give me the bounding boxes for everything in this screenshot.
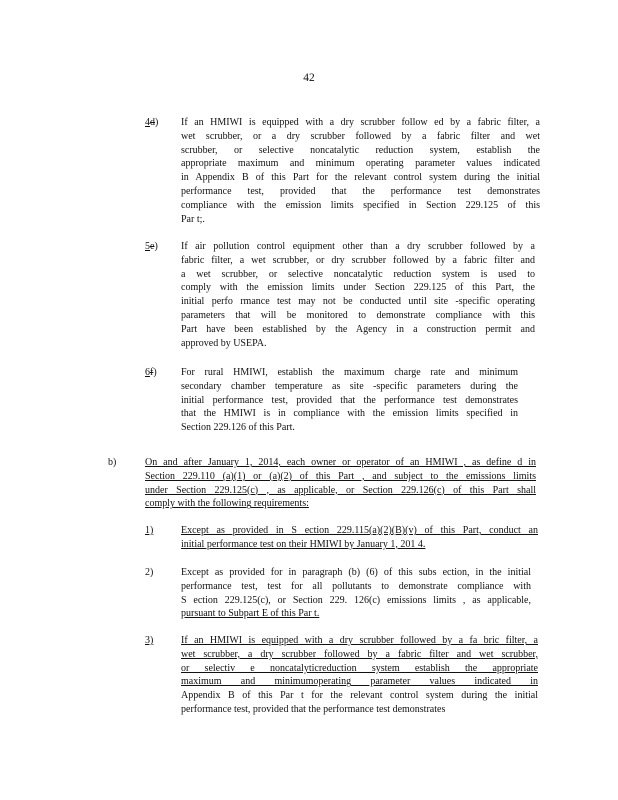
item-text: If an HMIWI is equipped with a dry scrubber follow ed by a fabric filter, a wet scrubber, or a dry scrubber followed by a fabric filter and wet scrubber, or selective noncatalytic reduction system, establish the appropriate maximum and minimum operating parameter values indicated in Appendix B of this Part for the relevant control system during the initial performance test, provided that the performance test demonstrates compliance with the emission limits specified in Section 229.125 of this Par t;. bbox=[181, 117, 540, 225]
item-marker: b) bbox=[108, 457, 117, 468]
page-number: 42 bbox=[303, 72, 315, 84]
item-text: For rural HMIWI, establish the maximum charge rate and minimum secondary chamber temperature as site -specific parameters during the initial performance test, provided that the performance test demonstrates that the HMIWI is in compliance with the emission limits specified in Section 229.126 of this Part. bbox=[181, 367, 518, 434]
item-marker: 6f) bbox=[145, 367, 157, 378]
item-marker: 4d) bbox=[145, 117, 159, 128]
item-marker: 2) bbox=[145, 567, 154, 578]
item-text: Except as provided in S ection 229.115(a)(2)(B)(v) of this Part, conduct an initial performance test on their HMIWI by January 1, 201 4. bbox=[181, 525, 538, 550]
item-marker: 1) bbox=[145, 525, 154, 536]
item-text: If an HMIWI is equipped with a dry scrubber followed by a fa bric filter, a wet scrubber, a dry scrubber followed by a fabric filter and wet scrubber, or selectiv e noncatalyticreduction system establish the appropriate maximum and minimumoperating parameter values indicated in Appendix B of this Par t for the relevant control system during the initial performance test, provided that the performance test demonstrates bbox=[181, 635, 538, 715]
item-marker: 5e) bbox=[145, 241, 158, 252]
item-text: On and after January 1, 2014, each owner or operator of an HMIWI , as define d in Section 229.110 (a)(1) or (a)(2) of this Part , and subject to the emissions limits under Section 229.125(c) , as applicable, or Section 229.126(c) of this Part shall comply with the following requirements: bbox=[145, 457, 536, 510]
item-text: Except as provided for in paragraph (b) (6) of this subs ection, in the initial performance test, test for all pollutants to demonstrate compliance with S ection 229.125(c), or Section 229. 126(c) emissions limits , as applicable, pursuant to Subpart E of this Par t. bbox=[181, 567, 531, 620]
item-marker: 3) bbox=[145, 635, 154, 646]
item-text: If air pollution control equipment other than a dry scrubber followed by a fabric filter, a wet scrubber, or dry scrubber followed by a fabric filter and a wet scrubber, or selective noncatalytic reduction system is used to comply with the emission limits under Section 229.125 of this Part, the initial perfo rmance test may not be conducted until site -specific operating parameters that will be monitored to demonstrate compliance with this Part have been established by the Agency in a construction permit and approved by USEPA. bbox=[181, 241, 535, 349]
